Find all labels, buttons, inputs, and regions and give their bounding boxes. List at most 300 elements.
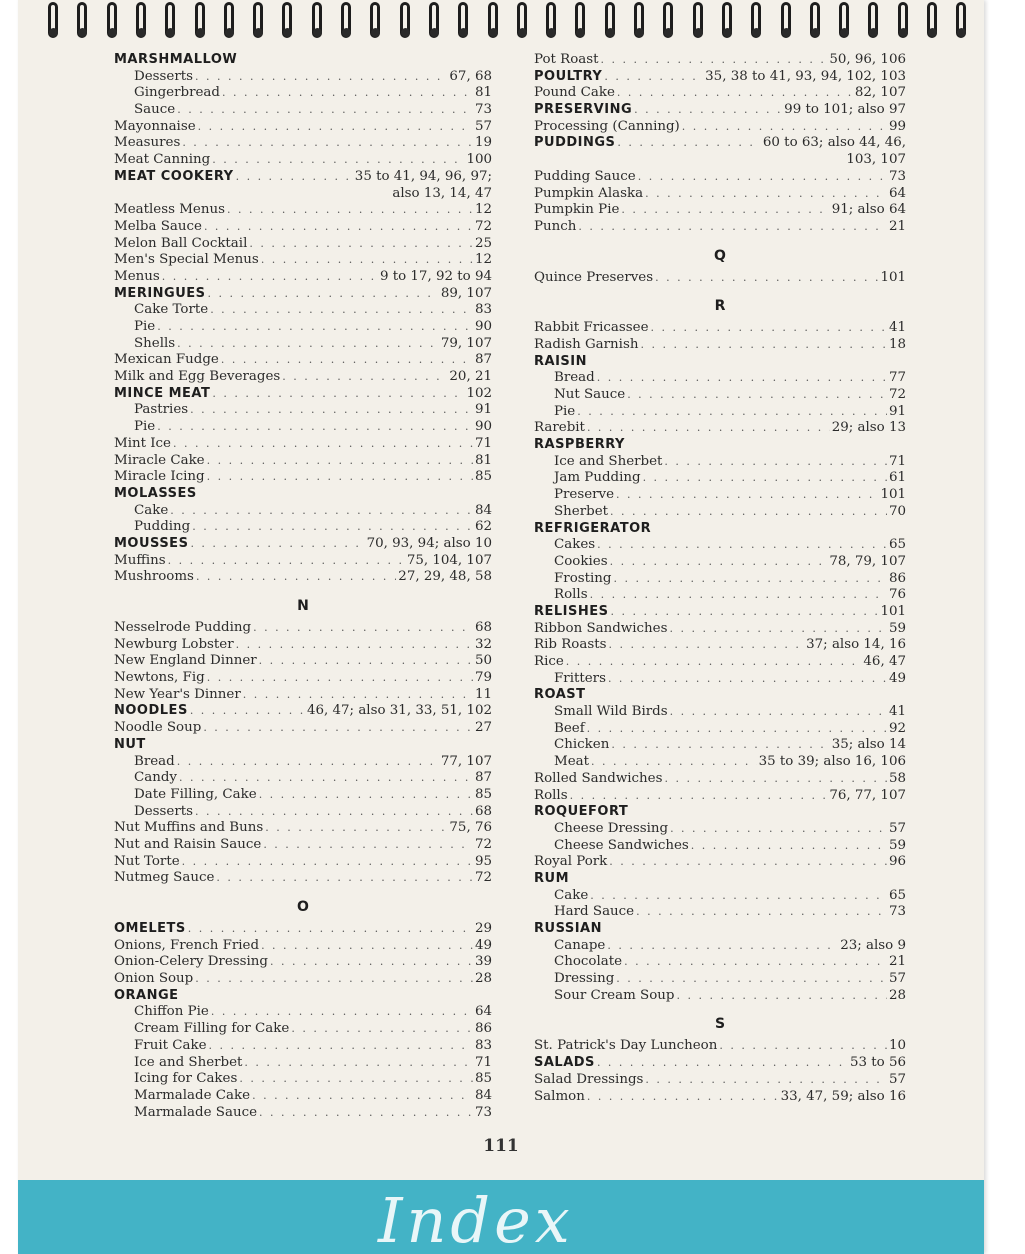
entry-name: Miracle Cake (114, 452, 205, 468)
index-entry-continuation (114, 186, 492, 203)
entry-pages: 85 (474, 1071, 492, 1087)
dot-leader (591, 754, 757, 771)
index-entry (534, 888, 906, 905)
entry-name: Men's Special Menus (114, 252, 259, 268)
index-entry (534, 387, 906, 404)
index-entry (114, 770, 492, 787)
entry-pages: 21 (888, 218, 906, 234)
entry-name: Cream Filling for Cake (134, 1021, 290, 1037)
dot-leader (198, 119, 473, 136)
index-entry (534, 654, 906, 671)
entry-pages: 96 (888, 854, 906, 870)
dot-leader (616, 971, 887, 988)
dot-leader (177, 754, 439, 771)
binding-hole (108, 28, 117, 37)
index-entry (534, 954, 906, 971)
entry-pages: 59 (888, 837, 906, 853)
index-entry (534, 554, 906, 571)
index-entry (534, 788, 906, 805)
entry-pages: 85 (474, 786, 492, 802)
entry-heading: POULTRY (534, 68, 603, 84)
index-entry (114, 519, 492, 536)
index-entry (114, 69, 492, 86)
entry-heading: REFRIGERATOR (534, 520, 652, 536)
dot-leader (270, 954, 473, 971)
dot-leader (669, 621, 886, 638)
spiral-binding (42, 0, 982, 44)
entry-pages: 68 (474, 620, 492, 635)
index-entry (534, 320, 906, 337)
dot-leader (259, 787, 473, 804)
entry-pages: 76, 77, 107 (829, 787, 906, 803)
entry-pages: 83 (474, 1037, 492, 1053)
entry-pages: 90 (474, 419, 492, 435)
index-entry (534, 771, 906, 788)
entry-name: Marmalade Sauce (134, 1104, 258, 1120)
entry-heading: NUT (114, 736, 146, 752)
index-column-right (534, 52, 906, 1105)
entry-pages: 76 (888, 587, 906, 603)
entry-name: Desserts (134, 803, 193, 819)
dot-leader (212, 386, 464, 403)
index-entry (534, 537, 906, 554)
index-entry (114, 453, 492, 470)
entry-pages: 81 (474, 85, 492, 101)
dot-leader (249, 236, 473, 253)
entry-pages: 72 (888, 387, 906, 402)
dot-leader (179, 770, 473, 787)
dot-leader (236, 637, 473, 654)
dot-leader (634, 102, 782, 119)
entry-name: Cheese Sandwiches (554, 837, 689, 853)
entry-pages: 101 (880, 603, 906, 619)
entry-heading: ORANGE (114, 987, 179, 1003)
entry-name: Pumpkin Pie (534, 202, 620, 218)
index-entry (114, 436, 492, 453)
dot-leader (157, 319, 473, 336)
dot-leader (604, 69, 703, 86)
entry-name: Muffins (114, 552, 166, 568)
dot-leader (209, 1038, 473, 1055)
entry-name: Melba Sauce (114, 218, 202, 234)
binding-hole (899, 28, 908, 37)
index-entry-continuation (534, 152, 906, 169)
entry-pages: 99 (888, 118, 906, 134)
index-entry (114, 85, 492, 102)
index-entry (534, 470, 906, 487)
dot-leader (177, 336, 439, 353)
index-entry (114, 52, 492, 69)
index-entry (114, 1038, 492, 1055)
dot-leader (566, 654, 862, 671)
entry-name: Noodle Soup (114, 720, 202, 736)
entry-heading: MARSHMALLOW (114, 52, 238, 67)
binding-hole (137, 28, 146, 37)
index-entry (534, 135, 906, 152)
entry-name: Pie (134, 419, 156, 435)
dot-leader (597, 1055, 848, 1072)
entry-pages: 35, 38 to 41, 93, 94, 102, 103 (705, 68, 906, 84)
entry-pages: 10 (888, 1038, 906, 1054)
index-entry (114, 503, 492, 520)
entry-pages: 101 (880, 487, 906, 503)
index-entry (114, 837, 492, 854)
entry-pages: 49 (888, 670, 906, 686)
entry-name: Rolls (534, 787, 568, 803)
index-entry (114, 754, 492, 771)
entry-name: Rib Roasts (534, 637, 607, 653)
entry-pages: 9 to 17, 92 to 94 (379, 268, 492, 284)
entry-pages: 53 to 56 (849, 1055, 906, 1071)
entry-pages: 99 to 101; also 97 (784, 102, 906, 118)
dot-leader (182, 135, 473, 152)
entry-pages: 82, 107 (854, 85, 906, 101)
dot-leader (670, 704, 887, 721)
entry-pages: 49 (474, 937, 492, 953)
index-entry (114, 670, 492, 687)
index-entry (114, 352, 492, 369)
dot-leader (636, 904, 887, 921)
entry-pages: 70 (888, 503, 906, 519)
binding-hole (694, 28, 703, 37)
index-column-left (114, 52, 492, 1121)
entry-pages: 78, 79, 107 (829, 553, 906, 569)
entry-pages: 72 (474, 836, 492, 852)
entry-heading: MINCE MEAT (114, 385, 211, 401)
dot-leader (587, 1089, 779, 1106)
binding-hole (635, 28, 644, 37)
index-entry (534, 621, 906, 638)
index-entry (534, 487, 906, 504)
entry-name: Rice (534, 654, 564, 669)
entry-pages: 28 (474, 971, 492, 987)
section-letter: Q (714, 247, 726, 264)
entry-name: Sauce (134, 102, 176, 118)
entry-pages: 87 (474, 770, 492, 786)
entry-name: Frosting (554, 570, 612, 586)
entry-pages: 68 (474, 803, 492, 819)
entry-pages: 61 (888, 470, 906, 486)
entry-pages: 57 (888, 1071, 906, 1087)
index-entry (114, 1071, 492, 1088)
dot-leader (616, 487, 878, 504)
index-entry (114, 687, 492, 704)
entry-pages: 86 (474, 1021, 492, 1037)
dot-leader (192, 519, 473, 536)
dot-leader (719, 1038, 887, 1055)
dot-leader (609, 854, 887, 871)
entry-name: Dressing (554, 971, 615, 987)
entry-pages: 12 (474, 252, 492, 268)
dot-leader (655, 270, 878, 287)
index-entry (534, 102, 906, 119)
entry-pages: 84 (474, 1087, 492, 1103)
entry-name: Icing for Cakes (134, 1071, 238, 1087)
dot-leader (624, 954, 887, 971)
entry-name: Fritters (554, 670, 606, 686)
entry-heading: MERINGUES (114, 285, 206, 301)
entry-name: New Year's Dinner (114, 686, 241, 702)
entry-name: Nut Sauce (554, 387, 626, 402)
index-entry (534, 337, 906, 354)
dot-leader (259, 653, 473, 670)
dot-leader (670, 821, 887, 838)
entry-pages: 84 (474, 502, 492, 518)
index-entry (534, 437, 906, 454)
entry-pages: 28 (888, 987, 906, 1003)
dot-leader (195, 971, 473, 988)
entry-name: Salad Dressings (534, 1071, 644, 1087)
entry-pages: 72 (474, 870, 492, 886)
entry-pages: 91 (888, 403, 906, 419)
entry-name: Desserts (134, 68, 193, 84)
index-entry (114, 653, 492, 670)
entry-pages: 91 (474, 402, 492, 418)
dot-leader (627, 387, 887, 404)
index-entry (114, 419, 492, 436)
entry-pages: 73 (888, 904, 906, 920)
index-entry (114, 954, 492, 971)
dot-leader (617, 135, 760, 152)
index-entry (534, 504, 906, 521)
entry-pages: 103, 107 (846, 152, 906, 168)
entry-name: Pie (554, 403, 576, 419)
binding-hole (49, 28, 58, 37)
index-entry (534, 838, 906, 855)
entry-name: Royal Pork (534, 854, 608, 870)
entry-name: Cookies (554, 553, 608, 569)
index-entry (114, 988, 492, 1005)
entry-heading: OMELETS (114, 921, 186, 936)
entry-pages: 25 (474, 235, 492, 251)
index-entry (114, 219, 492, 236)
entry-pages: 81 (474, 452, 492, 468)
dot-leader (645, 186, 887, 203)
index-entry (534, 1055, 906, 1072)
index-entry (114, 252, 492, 269)
binding-hole (723, 28, 732, 37)
entry-name: Mayonnaise (114, 118, 196, 134)
dot-leader (236, 169, 353, 186)
index-entry (534, 202, 906, 219)
index-entry (114, 971, 492, 988)
entry-name: Beef (554, 720, 585, 736)
entry-pages: 58 (888, 770, 906, 786)
entry-pages: 60 to 63; also 44, 46, (762, 135, 906, 151)
index-entry (114, 102, 492, 119)
index-entry (114, 402, 492, 419)
binding-hole (782, 28, 791, 37)
index-entry (114, 302, 492, 319)
entry-name: Canape (554, 937, 606, 953)
entry-name: Milk and Egg Beverages (114, 369, 281, 385)
dot-leader (638, 169, 887, 186)
entry-heading: ROAST (534, 687, 586, 703)
index-entry (534, 454, 906, 471)
dot-leader (221, 352, 473, 369)
entry-name: Chicken (554, 737, 610, 753)
dot-leader (195, 69, 447, 86)
index-entry (534, 219, 906, 236)
index-entry (534, 671, 906, 688)
entry-pages: 62 (474, 519, 492, 535)
index-entry (114, 386, 492, 403)
entry-name: Pastries (134, 402, 189, 418)
entry-pages: 86 (888, 570, 906, 586)
binding-hole (196, 28, 205, 37)
dot-leader (157, 419, 473, 436)
dot-leader (265, 820, 447, 837)
entry-pages: 77, 107 (440, 753, 492, 769)
index-entry (534, 119, 906, 136)
dot-leader (204, 219, 473, 236)
entry-name: Nut Torte (114, 853, 180, 869)
index-entry (534, 971, 906, 988)
dot-leader (170, 503, 473, 520)
dot-leader (222, 85, 473, 102)
entry-name: Rabbit Fricassee (534, 320, 649, 336)
entry-pages: 23; also 9 (840, 937, 906, 953)
entry-name: Pound Cake (534, 85, 615, 101)
index-entry (534, 904, 906, 921)
entry-name: Pie (134, 319, 156, 334)
index-entry (114, 787, 492, 804)
entry-name: Mushrooms (114, 569, 194, 585)
entry-heading: PRESERVING (534, 102, 633, 118)
entry-name: Cheese Dressing (554, 820, 669, 836)
entry-heading: MOLASSES (114, 485, 197, 501)
index-entry (114, 703, 492, 720)
entry-pages: 77 (888, 370, 906, 386)
dot-leader (190, 703, 305, 720)
entry-pages: 71 (888, 453, 906, 469)
entry-name: Chocolate (554, 954, 623, 970)
entry-pages: 75, 104, 107 (406, 552, 492, 568)
dot-leader (259, 1105, 473, 1122)
entry-pages: 19 (474, 135, 492, 151)
binding-hole (606, 28, 615, 37)
entry-name: Small Wild Birds (554, 704, 668, 720)
entry-pages: 12 (474, 202, 492, 218)
entry-name: Hard Sauce (554, 904, 635, 920)
dot-leader (282, 369, 447, 386)
index-entry (534, 604, 906, 621)
dot-leader (261, 938, 473, 955)
entry-pages: 65 (888, 887, 906, 903)
dot-leader (190, 536, 364, 553)
entry-pages: 89, 107 (440, 285, 492, 301)
index-entry (114, 1055, 492, 1072)
index-entry (114, 1004, 492, 1021)
dot-leader (168, 553, 405, 570)
entry-pages: 64 (474, 1004, 492, 1020)
index-entry (114, 486, 492, 503)
entry-name: Nutmeg Sauce (114, 870, 215, 886)
dot-leader (682, 119, 887, 136)
index-entry (114, 1021, 492, 1038)
index-entry (534, 871, 906, 888)
entry-name: Processing (Canning) (534, 118, 680, 134)
dot-leader (207, 670, 473, 687)
entry-pages: 71 (474, 435, 492, 451)
entry-name: Melon Ball Cocktail (114, 235, 248, 251)
index-entry (114, 469, 492, 486)
entry-heading: RUSSIAN (534, 921, 602, 936)
dot-leader (587, 420, 830, 437)
entry-name: Jam Pudding (554, 470, 641, 486)
entry-name: Bread (134, 753, 175, 769)
entry-name: Bread (554, 370, 595, 386)
index-entry (114, 1105, 492, 1122)
index-entry (114, 737, 492, 754)
entry-pages: 41 (888, 320, 906, 336)
entry-name: Sour Cream Soup (554, 987, 675, 1003)
entry-pages: 79 (474, 670, 492, 686)
entry-heading: ROQUEFORT (534, 804, 629, 820)
entry-pages: 39 (474, 954, 492, 970)
index-entry (534, 921, 906, 938)
entry-pages: 92 (888, 720, 906, 736)
index-page (18, 0, 984, 1254)
index-entry (114, 169, 492, 186)
entry-pages: 41 (888, 704, 906, 720)
entry-name: St. Patrick's Day Luncheon (534, 1038, 718, 1054)
index-entry (114, 536, 492, 553)
dot-leader (291, 1021, 473, 1038)
entry-name: Rolls (554, 587, 588, 603)
dot-leader (177, 102, 473, 119)
section-letter: R (714, 298, 726, 315)
index-entry (534, 404, 906, 421)
entry-name: Onions, French Fried (114, 937, 260, 953)
entry-pages: 101 (880, 269, 906, 285)
entry-pages: 57 (888, 971, 906, 987)
index-entry (114, 119, 492, 136)
entry-heading: RAISIN (534, 353, 587, 369)
entry-heading: RUM (534, 870, 570, 886)
entry-name: Cake (554, 887, 589, 903)
entry-pages: 35 to 39; also 16, 106 (758, 754, 906, 770)
index-entry (114, 135, 492, 152)
entry-pages: 33, 47, 59; also 16 (780, 1088, 906, 1104)
dot-leader (610, 504, 887, 521)
index-entry (114, 804, 492, 821)
dot-leader (664, 454, 887, 471)
index-entry (534, 1072, 906, 1089)
entry-name: New England Dinner (114, 653, 257, 669)
entry-name: Menus (114, 268, 160, 284)
entry-pages: 21 (888, 954, 906, 970)
dot-leader (203, 720, 473, 737)
entry-heading: MOUSSES (114, 535, 189, 551)
dot-leader (611, 737, 829, 754)
dot-leader (190, 402, 473, 419)
entry-pages: 79, 107 (440, 335, 492, 351)
index-entry (114, 236, 492, 253)
entry-name: Marmalade Cake (134, 1087, 251, 1103)
entry-name: Meat Canning (114, 152, 211, 168)
entry-name: Pudding (134, 519, 191, 535)
index-entry (534, 1038, 906, 1055)
entry-name: Gingerbread (134, 85, 220, 101)
entry-pages: 50 (474, 653, 492, 669)
entry-name: Meat (554, 754, 590, 770)
index-entry (534, 420, 906, 437)
index-entry (534, 52, 906, 69)
dot-leader (570, 788, 828, 805)
index-entry (534, 804, 906, 821)
index-entry (534, 704, 906, 721)
